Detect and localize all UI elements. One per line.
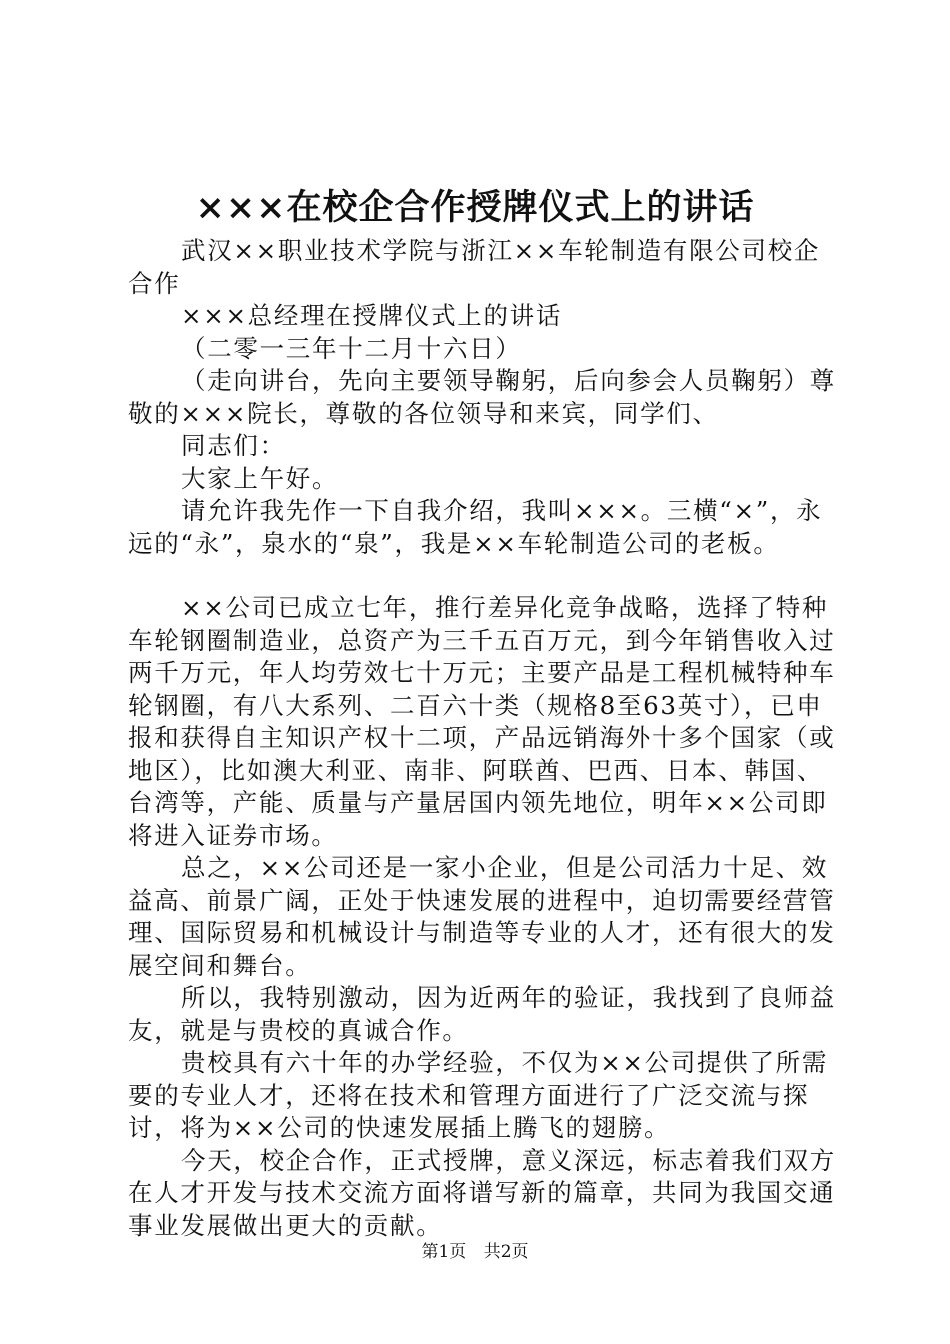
paragraph-summary: 总之，××公司还是一家小企业，但是公司活力十足、效益高、前景广阔，正处于快速发展的进程中，迫切需要经营管理、国际贸易和机械设计与制造等专业的人才，还有很大的发展空间和舞台。 — [128, 853, 836, 980]
paragraph-closing: 今天，校企合作，正式授牌，意义深远，标志着我们双方在人才开发与技术交流方面将谱写新的篇章，共同为我国交通事业发展做出更大的贡献。 — [128, 1145, 836, 1240]
paragraph-company-profile: ××公司已成立七年，推行差异化竞争战略，选择了特种车轮钢圈制造业，总资产为三千五百万元，到今年销售收入过两千万元，年人均劳效七十万元；主要产品是工程机械特种车轮钢圈，有八大系列、二百六十类（规格8至63英寸），已申报和获得自主知识产权十二项，产品远销海外十多个国家（或地区），比如澳大利亚、南非、阿联酋、巴西、日本、韩国、台湾等，产能、质量与产量居国内领先地位，明年××公司即将进入证券市场。 — [128, 593, 836, 850]
page-number-total: 共2页 — [483, 1242, 529, 1262]
paragraph-school-experience: 贵校具有六十年的办学经验，不仅为××公司提供了所需要的专业人才，还将在技术和管理方面进行了广泛交流与探讨，将为××公司的快速发展插上腾飞的翅膀。 — [128, 1048, 829, 1142]
paragraph-comrades: 同志们： — [181, 431, 286, 460]
paragraph-self-intro: 请允许我先作一下自我介绍，我叫×××。三横“×”，永远的“永”，泉水的“泉”，我是××车轮制造公司的老板。 — [128, 496, 823, 558]
paragraph-salutation: （走向讲台，先向主要领导鞠躬，后向参会人员鞠躬）尊敬的×××院长，尊敬的各位领导和来宾，同学们、 — [128, 366, 836, 428]
document-body — [128, 235, 843, 1242]
document-title: ×××在校企合作授牌仪式上的讲话 — [195, 187, 755, 228]
page-number-current: 第1页 — [421, 1242, 467, 1262]
page-footer — [0, 1240, 950, 1264]
paragraph-speech-heading: ×××总经理在授牌仪式上的讲话 — [181, 301, 563, 330]
paragraph-date: （二零一三年十二月十六日） — [181, 333, 522, 363]
paragraph-greeting: 大家上午好。 — [181, 463, 339, 493]
paragraph-school-company: 武汉××职业技术学院与浙江××车轮制造有限公司校企合作 — [128, 236, 821, 298]
paragraph-partnership: 所以，我特别激动，因为近两年的验证，我找到了良师益友，就是与贵校的真诚合作。 — [128, 983, 836, 1045]
